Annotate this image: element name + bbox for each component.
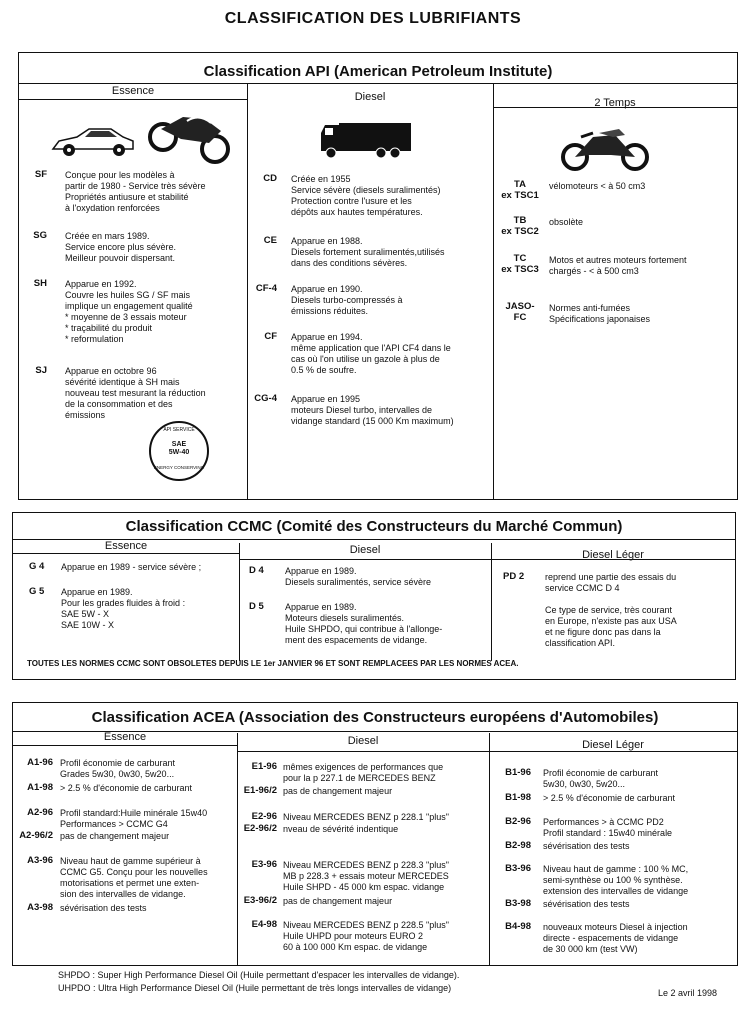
ccmc-col-light: Diesel Léger [582,549,644,561]
acea-desc: nouveaux moteurs Diesel à injection directe - espacements de vidange de 30 000 km (test VW) [543,922,688,954]
ccmc-note: TOUTES LES NORMES CCMC SONT OBSOLETES DEPUIS LE 1er JANVIER 96 ET SONT REMPLACEES PAR LES NORMES ACEA. [27,659,519,668]
api-col-essence: Essence [111,85,155,97]
acea-code: B3-98 [505,898,531,909]
acea-col-diesel: Diesel [347,735,379,747]
ccmc-col-essence: Essence [104,540,148,552]
acea-code: B1-98 [505,792,531,803]
ccmc-code: D 5 [249,601,264,612]
api-code: SH [33,278,47,289]
api-desc: Créée en mars 1989. Service encore plus sévère. Meilleur pouvoir dispersant. [65,231,177,263]
acea-code: B4-98 [505,921,531,932]
acea-desc: pas de changement majeur [283,786,393,796]
seal-center-text: SAE 5W-40 [168,441,190,456]
footnote-shpdo: SHPDO : Super High Performance Diesel Oil (Huile permettant d'espacer les intervalles de vidange). [58,970,460,980]
api-desc: Apparue en 1992. Couvre les huiles SG / SF mais implique un engagement qualité * moyenne de 3 essais moteur * traçabilité du produit * reformulation [65,279,193,344]
acea-code: A3-98 [27,902,53,913]
acea-code: E2-96/2 [243,823,277,834]
acea-code: E1-96 [251,761,277,772]
api-desc: Apparue en 1995 moteurs Diesel turbo, intervalles de vidange standard (15 000 Km maximum) [291,394,454,426]
acea-desc: sévérisation des tests [543,841,630,851]
acea-col-essence: Essence [103,731,147,743]
api-code: TA ex TSC1 [501,179,539,201]
acea-section [12,702,738,966]
api-desc: Normes anti-fumées Spécifications japonaises [549,303,651,324]
acea-desc: Performances > à CCMC PD2 Profil standard : 15w40 minérale [543,817,673,838]
acea-code: A2-96 [27,807,53,818]
api-desc: Conçue pour les modèles à partir de 1980 - Service très sévère Propriétés antiusure et stabilité à l'oxydation renforcées [65,170,206,213]
acea-desc: Niveau MERCEDES BENZ p 228.1 "plus" [283,812,449,822]
ccmc-code: PD 2 [503,571,525,582]
acea-desc: > 2.5 % d'économie de carburant [60,783,193,793]
api-code: SJ [35,365,47,376]
ccmc-col-diesel: Diesel [349,544,381,556]
api-title: Classification API (American Petroleum Institute) [203,63,553,80]
acea-desc: Profil standard:Huile minérale 15w40 Performances > CCMC G4 [60,808,208,829]
api-code: CD [263,173,277,184]
ccmc-code: D 4 [249,565,264,576]
acea-desc: nveau de sévérité indentique [283,824,399,834]
truck-icon [319,119,413,161]
footnote-uhpdo: UHPDO : Ultra High Performance Diesel Oil (Huile permettant de très longs intervalles de vidange) [58,983,452,993]
acea-code: B2-96 [505,816,531,827]
ccmc-code: G 4 [29,561,45,572]
acea-code: B2-98 [505,840,531,851]
acea-desc: Niveau haut de gamme : 100 % MC, semi-synthèse ou 100 % synthèse. extension des intervalles de vidange [543,864,689,896]
ccmc-desc: Apparue en 1989. Pour les grades fluides à froid : SAE 5W - X SAE 10W - X [61,587,186,630]
acea-desc: pas de changement majeur [60,831,170,841]
acea-desc: > 2.5 % d'économie de carburant [543,793,676,803]
acea-code: B1-96 [505,767,531,778]
acea-desc: Niveau haut de gamme supérieur à CCMC G5. Conçu pour les nouvelles motorisations et permet une exten- sion des intervalles de vidange. [60,856,208,899]
acea-code: E2-96 [251,811,277,822]
acea-code: A2-96/2 [19,830,53,841]
acea-code: A1-98 [27,782,53,793]
ccmc-code: G 5 [29,586,45,597]
api-code: TB ex TSC2 [501,215,539,237]
acea-desc: pas de changement majeur [283,896,393,906]
api-code: JASO- FC [505,301,535,323]
acea-col-light: Diesel Léger [582,739,644,751]
acea-desc: sévérisation des tests [60,903,147,913]
api-code: TC ex TSC3 [501,253,539,275]
api-desc: Apparue en 1990. Diesels turbo-compressés à émissions réduites. [291,284,403,316]
ccmc-desc: reprend une partie des essais du service CCMC D 4 Ce type de service, très courant en Europe, n'existe pas aux USA et ne figure donc pas dans la classification API. [545,572,677,648]
acea-code: E3-96 [251,859,277,870]
api-code: CG-4 [254,393,277,404]
api-desc: Apparue en 1988. Diesels fortement suralimentés,utilisés dans des conditions sévères. [291,236,445,268]
api-desc: vélomoteurs < à 50 cm3 [549,181,646,191]
ccmc-desc: Apparue en 1989. Moteurs diesels suralimentés. Huile SHPDO, qui contribue à l'allonge- ment des espacements de vidange. [285,602,443,645]
document-date: Le 2 avril 1998 [658,988,718,998]
api-col-2temps: 2 Temps [594,97,636,109]
api-col-diesel: Diesel [354,91,386,103]
acea-desc: sévérisation des tests [543,899,630,909]
acea-desc: Profil économie de carburant 5w30, 0w30, 5w20... [543,768,659,789]
acea-desc: Niveau MERCEDES BENZ p 228.5 "plus" Huile UHPD pour moteurs EURO 2 60 à 100 000 Km espac. de vidange [283,920,449,952]
api-desc: obsolète [549,217,584,227]
api-code: CF-4 [255,283,277,294]
acea-code: B3-96 [505,863,531,874]
car-icon [49,121,137,161]
acea-title: Classification ACEA (Association des Constructeurs européens d'Automobiles) [91,709,659,726]
seal-bottom-text: ENERGY CONSERVING [153,465,205,470]
acea-code: E4-98 [251,919,277,930]
api-desc: Apparue en 1994. même application que l'API CF4 dans le cas où l'on utilise un gazole à plus de 0.5 % de soufre. [291,332,451,375]
api-code: CE [263,235,277,246]
motorbike-icon [559,123,651,173]
acea-code: E1-96/2 [243,785,277,796]
api-code: SF [34,169,47,180]
ccmc-desc: Apparue en 1989. Diesels suralimentés, service sévère [285,566,432,587]
api-desc: Motos et autres moteurs fortement chargés - < à 500 cm3 [549,255,687,276]
api-desc: Créée en 1955 Service sévère (diesels suralimentés) Protection contre l'usure et les dépôts aux hautes températures. [291,174,441,217]
sport-motorcycle-icon [147,109,233,165]
acea-code: A3-96 [27,855,53,866]
api-desc: Apparue en octobre 96 sévérité identique à SH mais nouveau test mesurant la réduction de la consommation et des émissions [65,366,206,420]
acea-desc: Niveau MERCEDES BENZ p 228.3 "plus" MB p 228.3 + essais moteur MERCEDES Huile SHPD - 45 000 km espac. vidange [283,860,449,892]
ccmc-desc: Apparue en 1989 - service sévère ; [61,562,202,572]
api-service-seal [149,421,209,481]
seal-top-text: API SERVICE [163,427,195,433]
acea-desc: Profil économie de carburant Grades 5w30, 0w30, 5w20... [60,758,176,779]
page-title: CLASSIFICATION DES LUBRIFIANTS [224,10,522,27]
api-section [18,52,738,500]
ccmc-section [12,512,736,680]
ccmc-title: Classification CCMC (Comité des Constructeurs du Marché Commun) [125,518,623,535]
api-code: CF [264,331,277,342]
acea-code: A1-96 [27,757,53,768]
acea-code: E3-96/2 [243,895,277,906]
acea-desc: mêmes exigences de performances que pour la p 227.1 de MERCEDES BENZ [283,762,444,783]
api-code: SG [33,230,47,241]
